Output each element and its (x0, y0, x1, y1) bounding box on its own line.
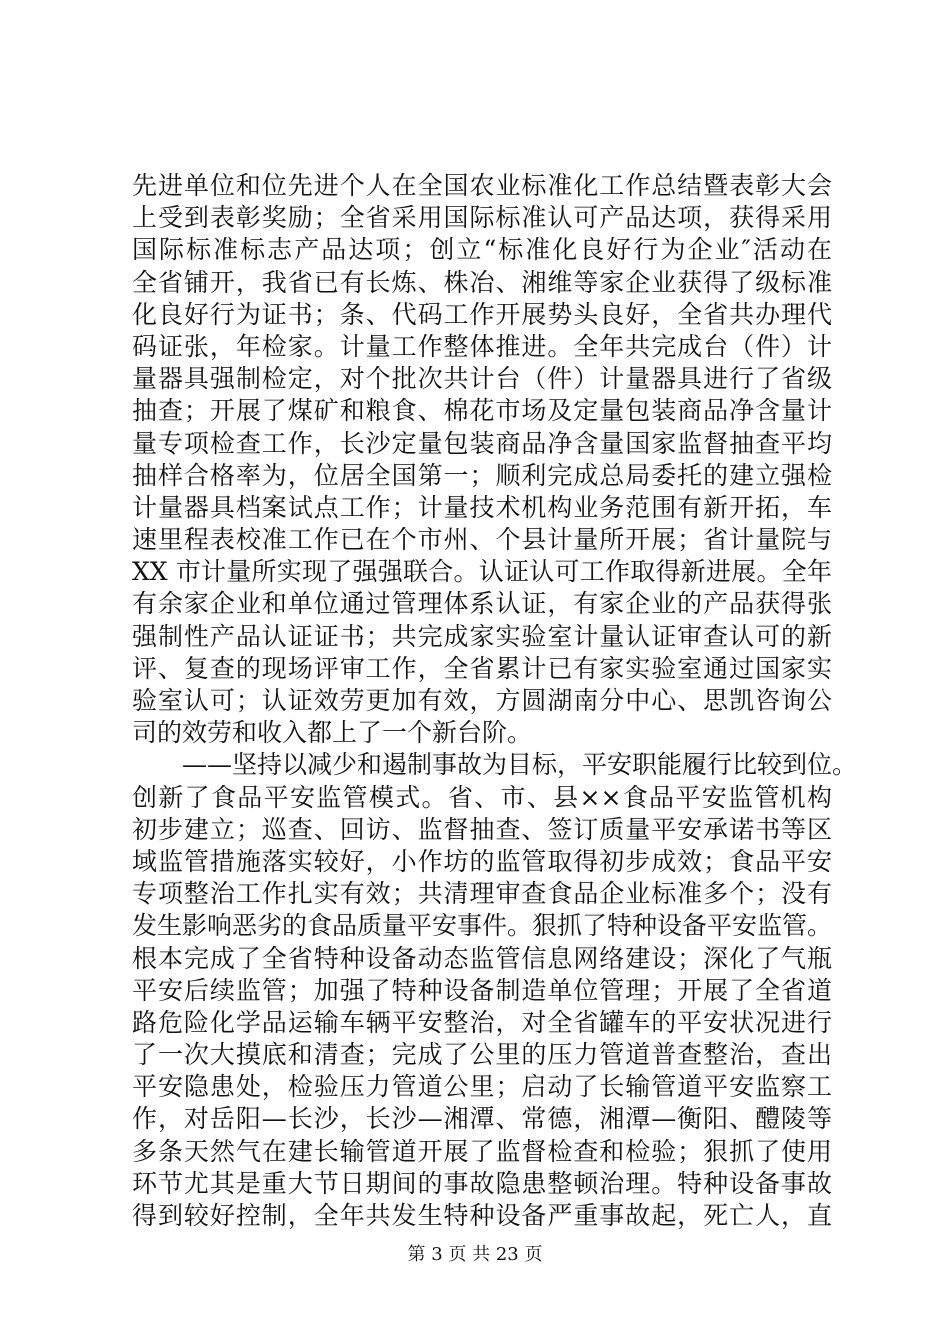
text-line: 了一次大摸底和清查；完成了公里的压力管道普查整治，查出 (132, 1040, 832, 1070)
text-line: 计量器具档案试点工作；计量技术机构业务范围有新开拓，车 (132, 492, 832, 522)
text-line: 化良好行为证书；条、代码工作开展势头良好，全省共办理代 (132, 299, 832, 329)
text-line: 平安后续监管；加强了特种设备制造单位管理；开展了全省道 (132, 975, 832, 1005)
text-line: 强制性产品认证证书；共完成家实验室计量认证审查认可的新 (132, 621, 832, 651)
text-line: 根本完成了全省特种设备动态监管信息网络建设；深化了气瓶 (132, 943, 832, 973)
text-line: 验室认可；认证效劳更加有效，方圆湖南分中心、思凯咨询公 (132, 686, 832, 715)
text-line: 全省铺开，我省已有长炼、株冶、湘维等家企业获得了级标准 (132, 267, 832, 297)
text-line: 环节尤其是重大节日期间的事故隐患整顿治理。特种设备事故 (132, 1168, 832, 1198)
text-line: 码证张，年检家。计量工作整体推进。全年共完成台（件）计 (132, 331, 832, 361)
text-line: 国际标准标志产品达项；创立“标准化良好行为企业″活动在 (132, 235, 832, 265)
paragraph-start-line: ——坚持以减少和遏制事故为目标，平安职能履行比较到位。 (182, 750, 858, 780)
text-line: 量器具强制检定，对个批次共计台（件）计量器具进行了省级 (132, 364, 832, 394)
text-line: 发生影响恶劣的食品质量平安事件。狠抓了特种设备平安监管。 (132, 911, 833, 941)
body-text (132, 170, 858, 1232)
text-line: 作，对岳阳—长沙，长沙—湘潭、常德，湘潭—衡阳、醴陵等 (132, 1104, 832, 1134)
text-line: 抽查；开展了煤矿和粮食、棉花市场及定量包装商品净含量计 (132, 396, 832, 426)
text-line: 速里程表校准工作已在个市州、个县计量所开展；省计量院与 (132, 525, 832, 555)
page-number-footer: 第 3 页 共 23 页 (407, 1244, 543, 1265)
text-line: 量专项检查工作，长沙定量包装商品净含量国家监督抽查平均 (132, 428, 832, 458)
text-line: 专项整治工作扎实有效；共清理审查食品企业标准多个；没有 (132, 879, 832, 909)
text-line: 先进单位和位先进个人在全国农业标准化工作总结暨表彰大会 (132, 171, 832, 200)
text-line: 抽样合格率为，位居全国第一；顺利完成总局委托的建立强检 (132, 460, 832, 490)
text-line: 有余家企业和单位通过管理体系认证，有家企业的产品获得张 (132, 589, 832, 619)
text-line: 平安隐患处，检验压力管道公里；启动了长输管道平安监察工 (132, 1072, 832, 1102)
text-line: 初步建立；巡查、回访、监督抽查、签订质量平安承诺书等区 (132, 814, 832, 844)
text-line: 多条天然气在建长输管道开展了监督检查和检验；狠抓了使用 (132, 1136, 832, 1166)
text-line: 上受到表彰奖励；全省采用国际标准认可产品达项，获得采用 (132, 203, 832, 233)
text-line: XX 市计量所实现了强强联合。认证认可工作取得新进展。全年 (132, 557, 832, 587)
text-line: 路危险化学品运输车辆平安整治，对全省罐车的平安状况进行 (132, 1007, 832, 1037)
paragraph-end-line: 司的效劳和收入都上了一个新台阶。 (132, 718, 533, 748)
text-line: 域监管措施落实较好，小作坊的监管取得初步成效；食品平安 (132, 846, 832, 876)
text-line: 得到较好控制，全年共发生特种设备严重事故起，死亡人，直 (132, 1201, 832, 1230)
text-line: 评、复查的现场评审工作，全省累计已有家实验室通过国家实 (132, 653, 832, 683)
text-line: 创新了食品平安监管模式。省、市、县××食品平安监管机构 (132, 782, 832, 812)
